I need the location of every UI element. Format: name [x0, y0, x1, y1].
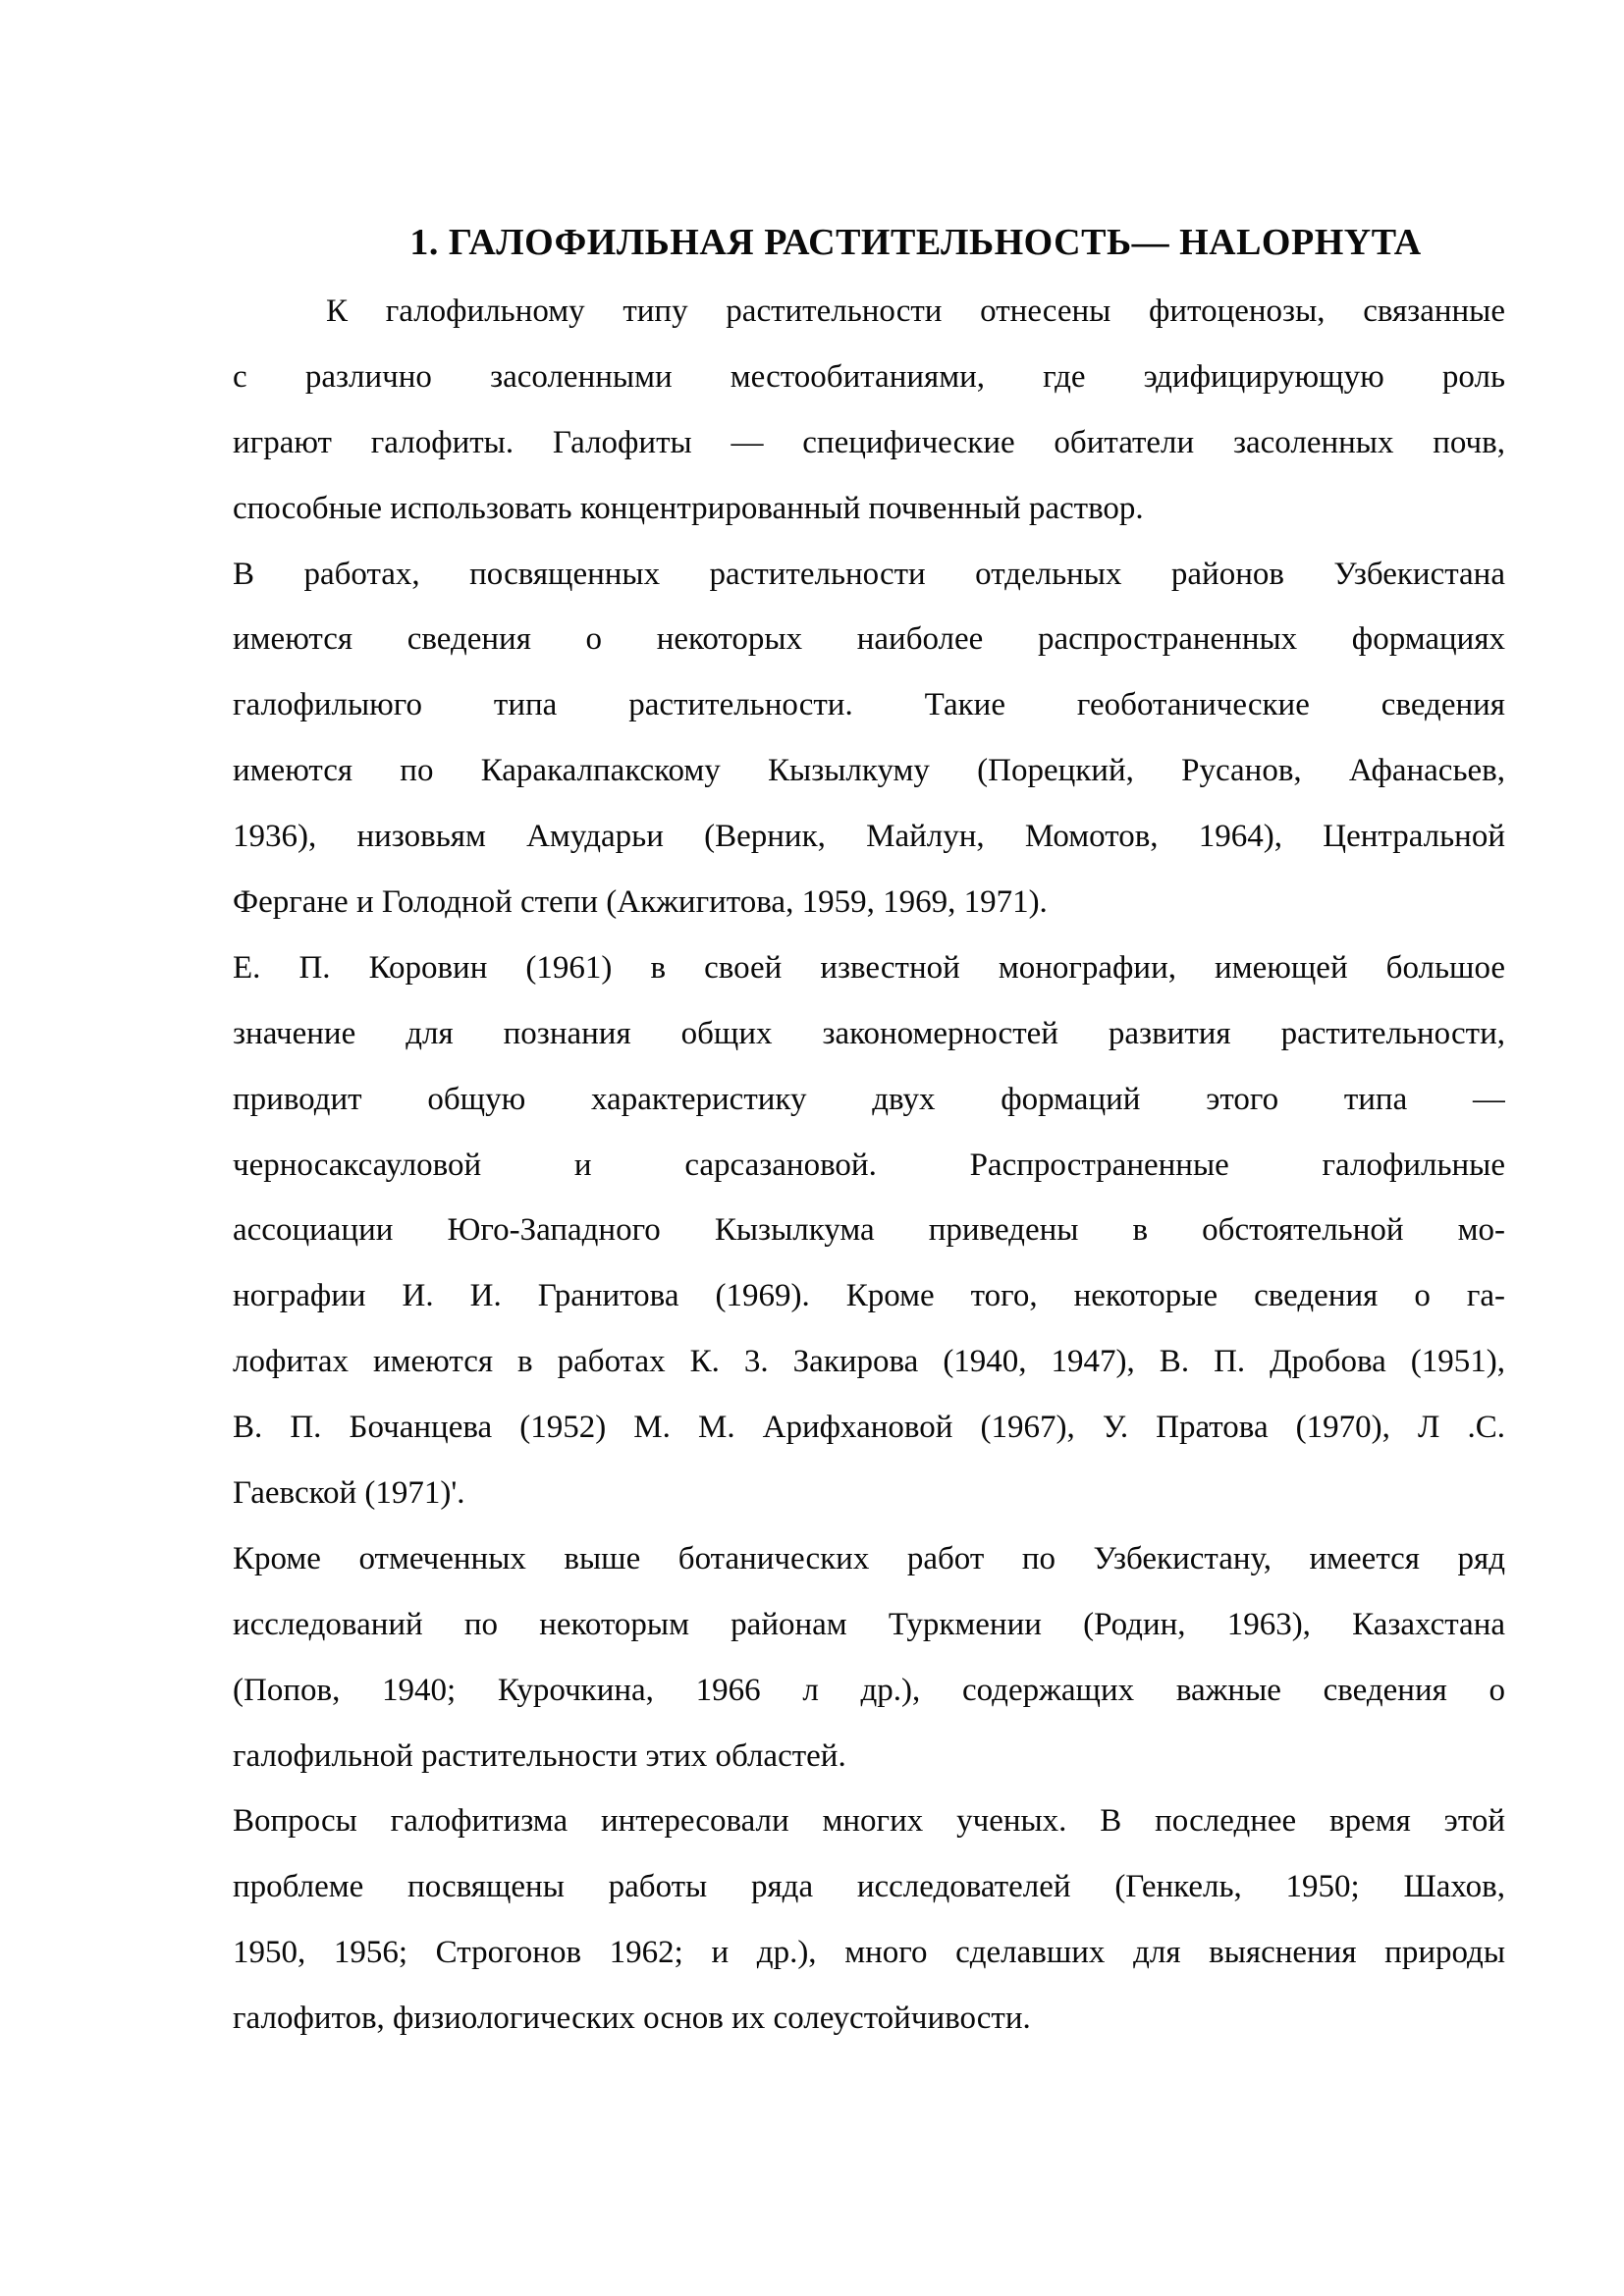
text-line: (Попов, 1940; Курочкина, 1966 л др.), содержащих важные сведения о — [233, 1672, 1505, 1708]
paragraph — [233, 279, 1505, 542]
text-line: Вопросы галофитизма интересовали многих ученых. В последнее время этой — [233, 1803, 1505, 1840]
paragraph — [233, 1526, 1505, 1789]
text-line: 1950, 1956; Строгонов 1962; и др.), много сделавших для выяснения природы — [233, 1935, 1505, 1971]
text-line: с различно засоленными местообитаниями, где эдифицирующую роль — [233, 358, 1505, 395]
paragraph — [233, 542, 1505, 935]
text-line: проблеме посвящены работы ряда исследователей (Генкель, 1950; Шахов, — [233, 1869, 1505, 1905]
text-line: В. П. Бочанцева (1952) М. М. Арифхановой (1967), У. Пратова (1970), Л .С. — [233, 1410, 1505, 1446]
paragraph — [233, 1789, 1505, 2052]
text-line: черносаксауловой и сарсазановой. Распространенные галофильные — [233, 1147, 1505, 1183]
text-line: лофитах имеются в работах К. 3. Закирова (1940, 1947), В. П. Дробова (1951), — [233, 1344, 1505, 1380]
text-line: ассоциации Юго-Западного Кызылкума приведены в обстоятельной мо- — [233, 1212, 1505, 1249]
text-line: 1936), низовьям Амударьи (Верник, Майлун, Момотов, 1964), Центральной — [233, 819, 1505, 855]
text-line: имеются по Каракалпакскому Кызылкуму (Порецкий, Русанов, Афанасьев, — [233, 753, 1505, 789]
page-title: 1. ГАЛОФИЛЬНАЯ РАСТИТЕЛЬНОСТЬ— HALOPHYTA — [409, 222, 1422, 263]
text-line: галофилыюго типа растительности. Такие геоботанические сведения — [233, 687, 1505, 723]
text-line: В работах, посвященных растительности отдельных районов Узбекистана — [233, 556, 1505, 592]
text-line: исследований по некоторым районам Туркмении (Родин, 1963), Казахстана — [233, 1606, 1505, 1642]
text-line: нографии И. И. Гранитова (1969). Кроме того, некоторые сведения о га- — [233, 1278, 1505, 1314]
text-line: приводит общую характеристику двух формаций этого типа — — [233, 1081, 1505, 1117]
paragraph — [233, 935, 1505, 1526]
text-line: Гаевской (1971)'. — [233, 1475, 465, 1512]
text-line: значение для познания общих закономерностей развития растительности, — [233, 1015, 1505, 1051]
text-line: галофильной растительности этих областей. — [233, 1737, 846, 1774]
text-line: играют галофиты. Галофиты — специфические обитатели засоленных почв, — [233, 424, 1505, 460]
document-body — [233, 279, 1505, 2052]
text-line: Кроме отмеченных выше ботанических работ по Узбекистану, имеется ряд — [233, 1540, 1505, 1576]
text-line: способные использовать концентрированный почвенный раствор. — [233, 490, 1144, 526]
text-line: Е. П. Коровин (1961) в своей известной монографии, имеющей большое — [233, 949, 1505, 986]
text-line: имеются сведения о некоторых наиболее распространенных формациях — [233, 621, 1505, 658]
text-line: К галофильному типу растительности отнесены фитоценозы, связанные — [326, 294, 1505, 329]
text-line: галофитов, физиологических основ их солеустойчивости. — [233, 2001, 1031, 2037]
text-line: Фергане и Голодной степи (Акжигитова, 1959, 1969, 1971). — [233, 884, 1048, 921]
